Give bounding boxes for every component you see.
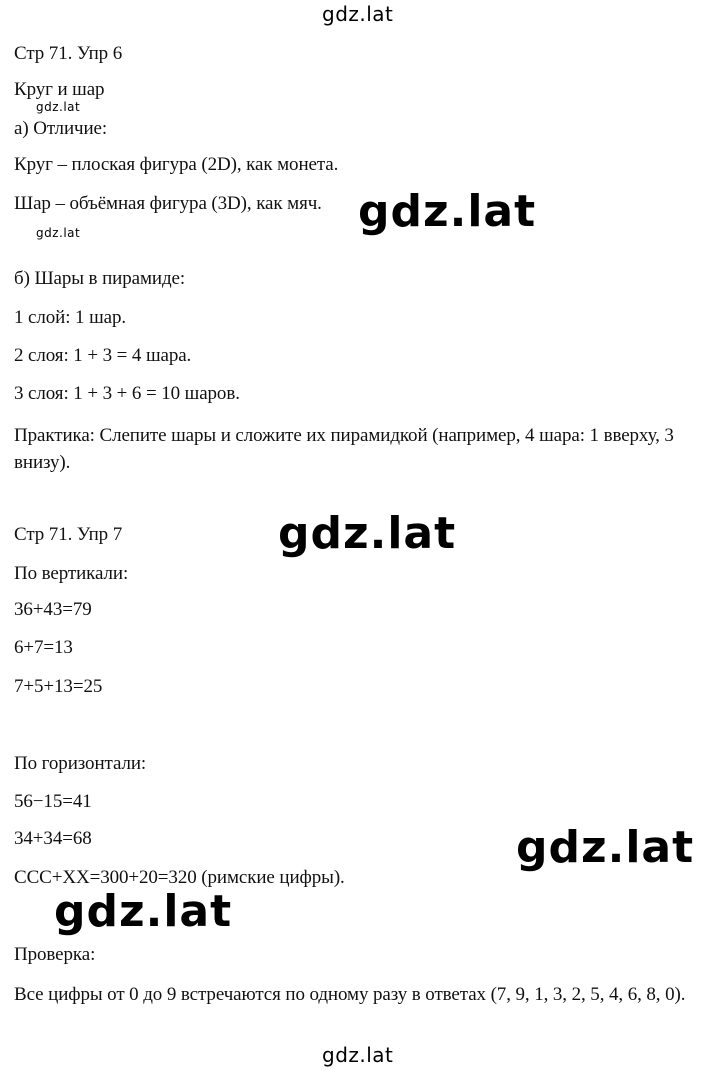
ex7-vertical-1: 36+43=79 <box>14 599 92 620</box>
ex7-heading: Стр 71. Упр 7 <box>14 524 123 545</box>
ex7-horizontal-1: 56−15=41 <box>14 791 92 812</box>
watermark-large: gdz.lat <box>358 186 537 237</box>
ex7-check-text: Все цифры от 0 до 9 встречаются по одному разу в ответах (7, 9, 1, 3, 2, 5, 4, 6, 8, 0). <box>14 984 686 1005</box>
ex6-title: Круг и шар <box>14 79 105 100</box>
watermark-tiny: gdz.lat <box>36 226 81 240</box>
ex6-heading: Стр 71. Упр 6 <box>14 43 123 64</box>
ex7-vertical-2: 6+7=13 <box>14 637 73 658</box>
ex6-practice: Практика: Слепите шары и сложите их пирамидкой (например, 4 шара: 1 вверху, 3 внизу). <box>14 425 674 473</box>
ex7-check-label: Проверка: <box>14 944 96 965</box>
watermark-bottom: gdz.lat <box>322 1043 394 1067</box>
watermark-top: gdz.lat <box>322 2 394 26</box>
ex7-horizontal-2: 34+34=68 <box>14 828 92 849</box>
ex7-vertical-3: 7+5+13=25 <box>14 676 103 697</box>
watermark-large: gdz.lat <box>278 508 457 559</box>
watermark-large: gdz.lat <box>54 886 233 937</box>
ex7-vertical-label: По вертикали: <box>14 563 129 584</box>
ex6-ball-text: Шар – объёмная фигура (3D), как мяч. <box>14 193 322 214</box>
ex6-part-a-label: а) Отличие: <box>14 118 108 139</box>
ex7-horizontal-3: CCC+XX=300+20=320 (римские цифры). <box>14 867 345 888</box>
ex6-circle-text: Круг – плоская фигура (2D), как монета. <box>14 154 339 175</box>
watermark-large: gdz.lat <box>516 822 695 873</box>
ex6-part-b-label: б) Шары в пирамиде: <box>14 268 186 289</box>
ex6-layer-1: 1 слой: 1 шар. <box>14 307 127 328</box>
ex6-layer-2: 2 слоя: 1 + 3 = 4 шара. <box>14 345 192 366</box>
ex6-layer-3: 3 слоя: 1 + 3 + 6 = 10 шаров. <box>14 383 240 404</box>
ex7-horizontal-label: По горизонтали: <box>14 753 147 774</box>
watermark-tiny: gdz.lat <box>36 100 81 114</box>
